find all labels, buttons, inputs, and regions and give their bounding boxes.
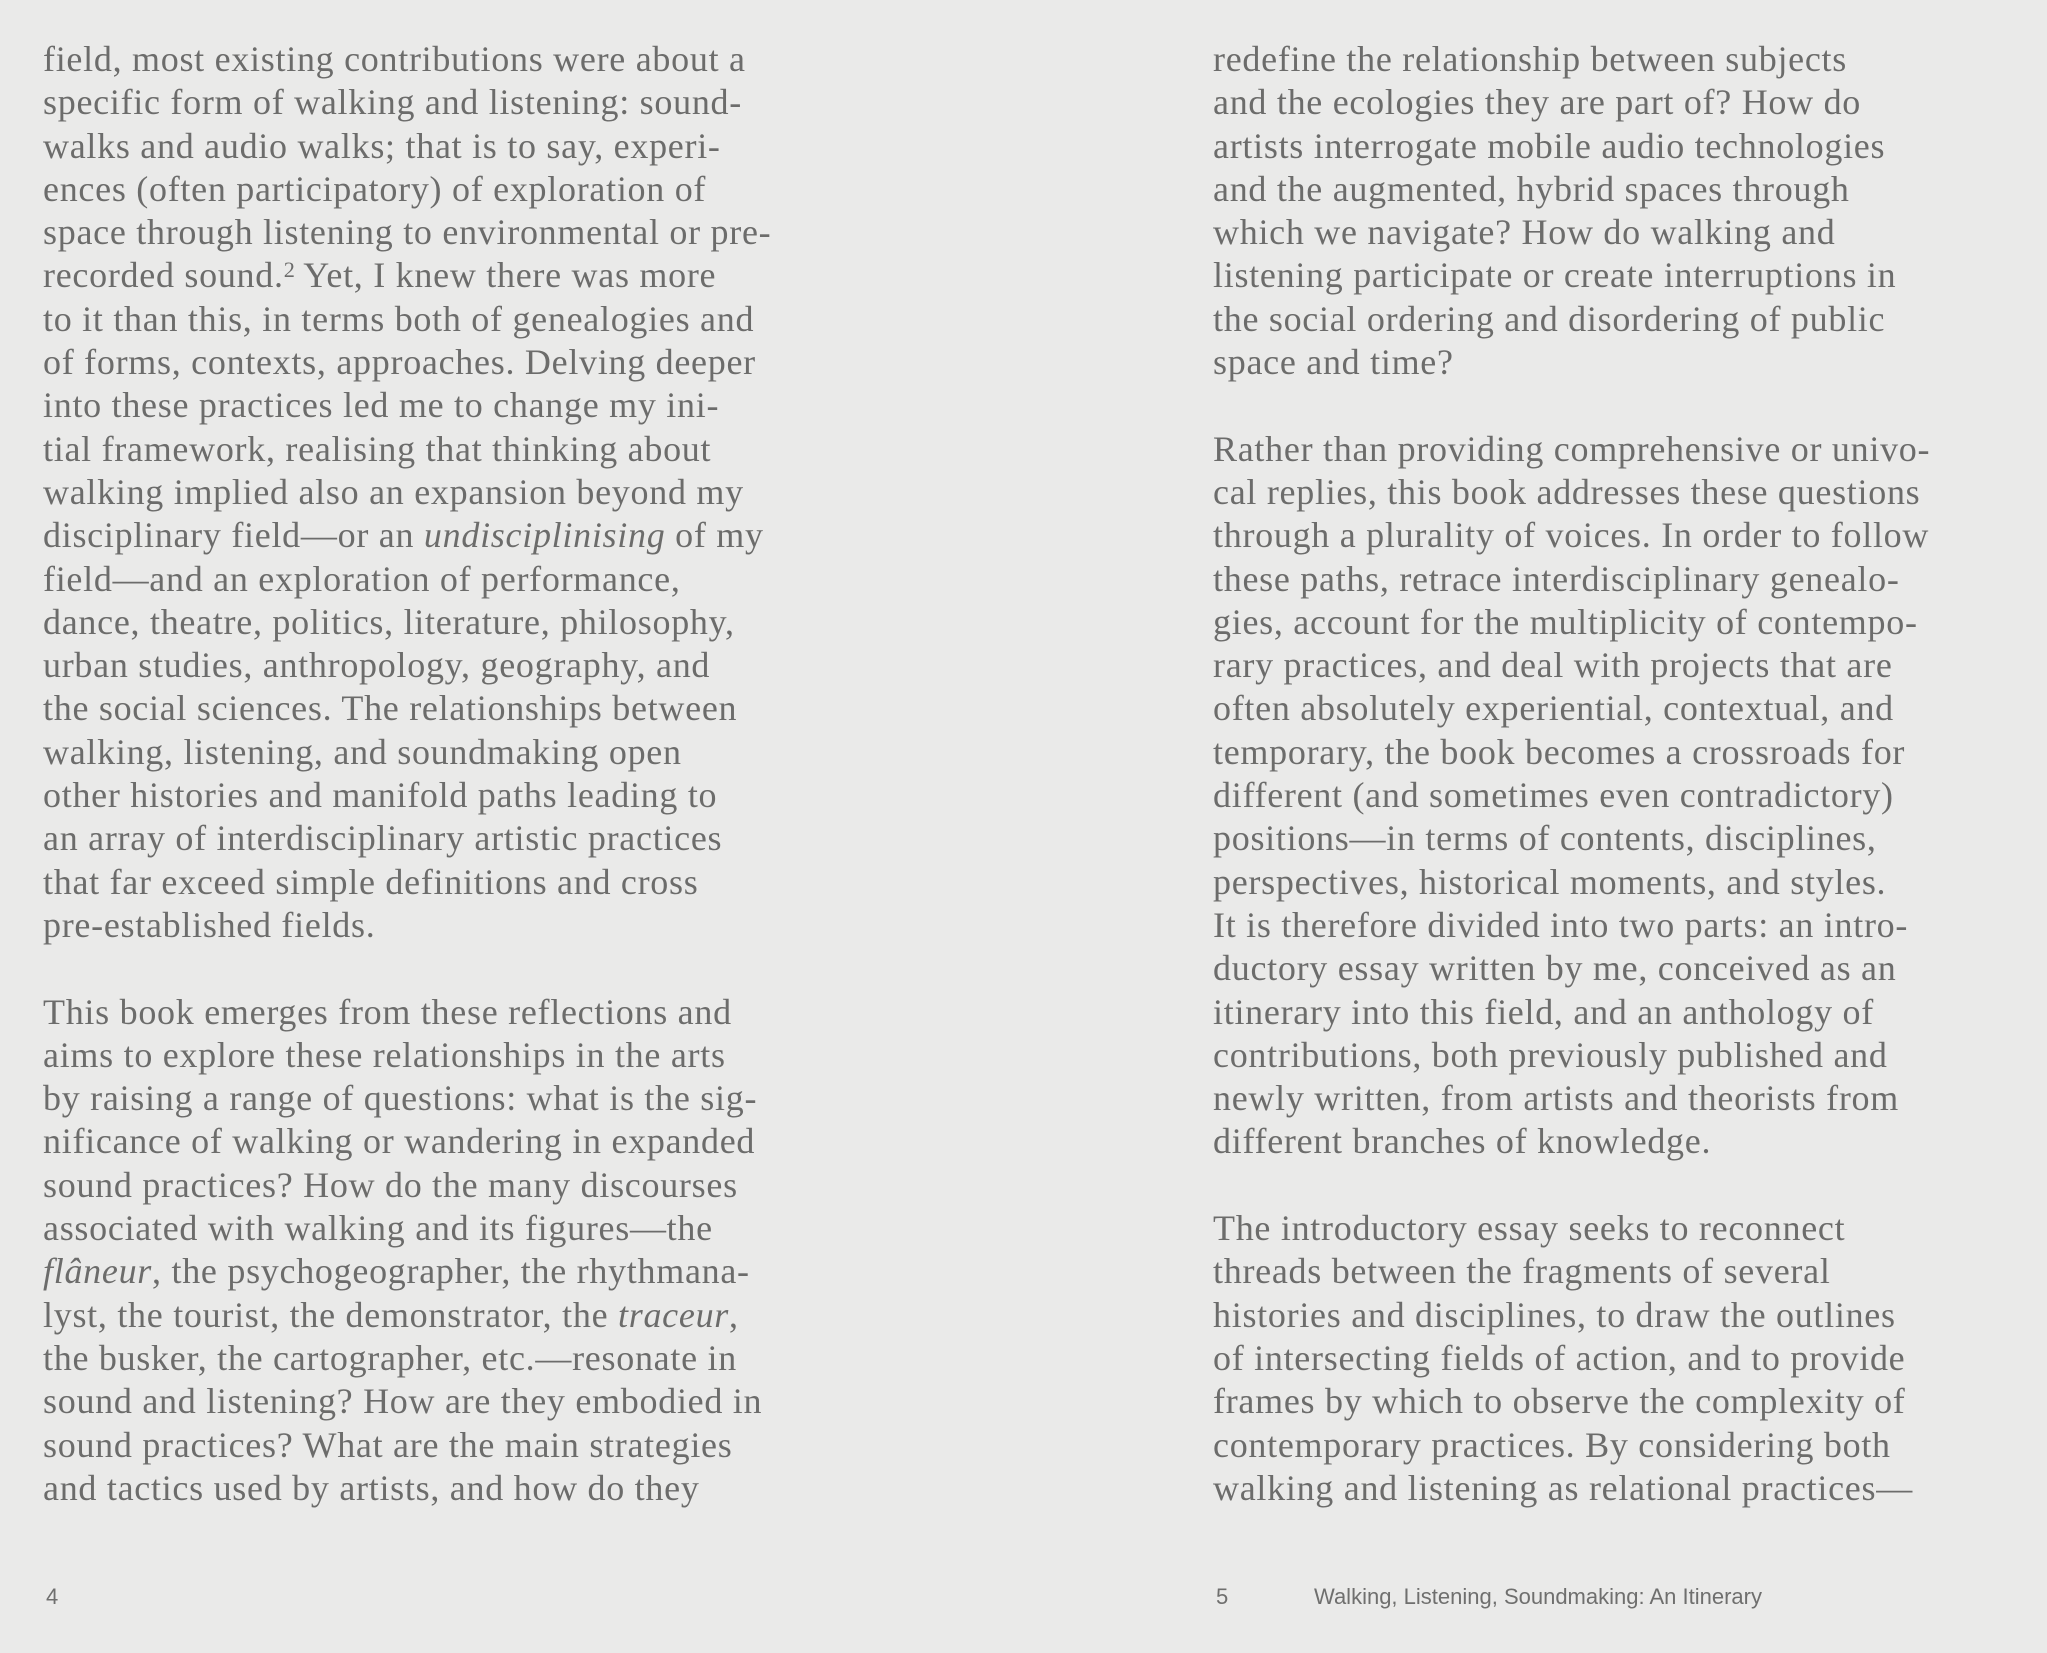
running-title: Walking, Listening, Soundmaking: An Itinerary — [1314, 1584, 1762, 1609]
text-line: gies, account for the multiplicity of contempo- — [1213, 601, 1918, 642]
text-line: lyst, the tourist, the demonstrator, the traceur, — [43, 1294, 739, 1335]
text-line: space through listening to environmental or pre- — [43, 212, 772, 253]
page-number-right: 5 — [1216, 1584, 1229, 1609]
paragraph — [1213, 38, 2047, 384]
paragraph — [43, 38, 923, 947]
text-line: the busker, the cartographer, etc.—resonate in — [43, 1337, 737, 1378]
paragraph — [1213, 1207, 2047, 1510]
text-line: disciplinary field—or an undisciplinising of my — [43, 515, 764, 556]
right-page-text-column — [1213, 38, 2047, 1510]
text-line: specific form of walking and listening: sound- — [43, 82, 742, 123]
paragraph — [1213, 428, 2047, 1164]
text-line: into these practices led me to change my ini- — [43, 385, 720, 426]
text-line: and the augmented, hybrid spaces through — [1213, 168, 1850, 209]
text-line: and the ecologies they are part of? How do — [1213, 82, 1862, 123]
text-line: aims to explore these relationships in the arts — [43, 1034, 726, 1075]
text-line: often absolutely experiential, contextual, and — [1213, 688, 1894, 729]
text-line: to it than this, in terms both of genealogies and — [43, 298, 755, 339]
text-line: positions—in terms of contents, disciplines, — [1213, 818, 1877, 859]
text-line: temporary, the book becomes a crossroads for — [1213, 731, 1906, 772]
text-line: and tactics used by artists, and how do they — [43, 1467, 700, 1508]
text-line: recorded sound.$^2$ Yet, I knew there was more — [43, 255, 717, 296]
text-line: different (and sometimes even contradictory) — [1213, 775, 1894, 816]
text-line: sound and listening? How are they embodied in — [43, 1381, 763, 1422]
text-line: space and time? — [1213, 342, 1454, 383]
text-line: The introductory essay seeks to reconnect — [1213, 1208, 1846, 1249]
text-line: walks and audio walks; that is to say, experi- — [43, 125, 721, 166]
text-line: redefine the relationship between subjects — [1213, 39, 1848, 79]
text-line: associated with walking and its figures—the — [43, 1208, 713, 1249]
text-line: frames by which to observe the complexity of — [1213, 1381, 1906, 1422]
text-line: other histories and manifold paths leading to — [43, 775, 718, 816]
text-line: urban studies, anthropology, geography, and — [43, 645, 711, 686]
text-line: through a plurality of voices. In order to follow — [1213, 515, 1930, 556]
text-line: itinerary into this field, and an anthology of — [1213, 991, 1874, 1032]
text-line: walking and listening as relational practices— — [1213, 1467, 1913, 1508]
text-line: field, most existing contributions were about a — [43, 39, 746, 79]
text-line: by raising a range of questions: what is the sig- — [43, 1078, 758, 1119]
text-line: ductory essay written by me, conceived as an — [1213, 948, 1897, 989]
text-line: perspectives, historical moments, and styles. — [1213, 861, 1887, 902]
text-line: flâneur, the psychogeographer, the rhythmana- — [43, 1251, 750, 1292]
text-line: the social ordering and disordering of public — [1213, 298, 1886, 339]
text-line: newly written, from artists and theorists from — [1213, 1078, 1899, 1119]
text-line: histories and disciplines, to draw the outlines — [1213, 1294, 1896, 1335]
left-page-text-column — [43, 38, 923, 1510]
text-line: sound practices? How do the many discourses — [43, 1164, 738, 1205]
text-line: threads between the fragments of several — [1213, 1251, 1831, 1292]
text-line: contributions, both previously published and — [1213, 1034, 1888, 1075]
text-line: artists interrogate mobile audio technologies — [1213, 125, 1886, 166]
text-line: the social sciences. The relationships between — [43, 688, 738, 729]
text-line: cal replies, this book addresses these questions — [1213, 471, 1921, 512]
text-line: rary practices, and deal with projects that are — [1213, 645, 1893, 686]
text-line: tial framework, realising that thinking about — [43, 428, 712, 469]
text-line: dance, theatre, politics, literature, philosophy, — [43, 601, 735, 642]
text-line: different branches of knowledge. — [1213, 1121, 1712, 1162]
text-line: ences (often participatory) of exploration of — [43, 168, 707, 209]
text-line: This book emerges from these reflections and — [43, 991, 732, 1032]
text-line: sound practices? What are the main strategies — [43, 1424, 733, 1465]
text-line: walking, listening, and soundmaking open — [43, 731, 682, 772]
text-line: which we navigate? How do walking and — [1213, 212, 1836, 253]
text-line: Rather than providing comprehensive or univo- — [1213, 428, 1931, 469]
text-line: It is therefore divided into two parts: an intro- — [1213, 904, 1909, 945]
text-line: listening participate or create interruptions in — [1213, 255, 1897, 296]
text-line: that far exceed simple definitions and cross — [43, 861, 699, 902]
text-line: of forms, contexts, approaches. Delving deeper — [43, 342, 756, 383]
text-line: an array of interdisciplinary artistic practices — [43, 818, 723, 859]
text-line: pre-established fields. — [43, 904, 376, 945]
text-line: walking implied also an expansion beyond my — [43, 471, 744, 512]
text-line: field—and an exploration of performance, — [43, 558, 681, 599]
text-line: these paths, retrace interdisciplinary genealo- — [1213, 558, 1900, 599]
text-line: nificance of walking or wandering in expanded — [43, 1121, 756, 1162]
paragraph — [43, 991, 923, 1511]
page-number-left: 4 — [46, 1584, 59, 1609]
text-line: of intersecting fields of action, and to provide — [1213, 1337, 1906, 1378]
text-line: contemporary practices. By considering both — [1213, 1424, 1891, 1465]
